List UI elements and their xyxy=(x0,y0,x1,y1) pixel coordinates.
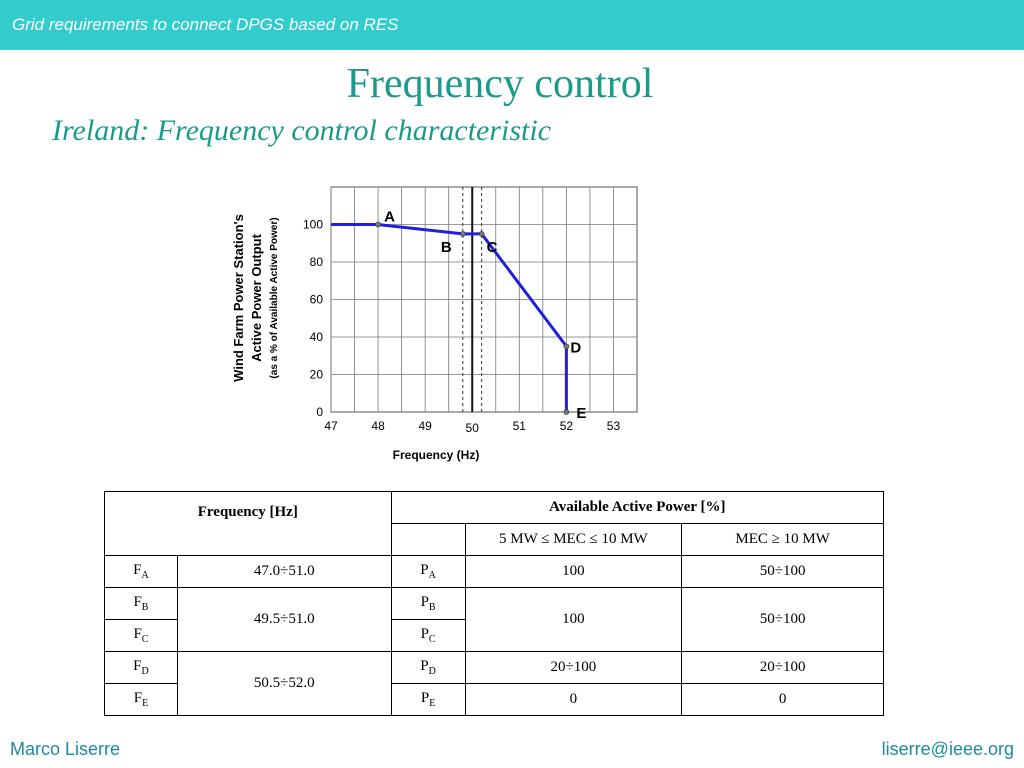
page-title: Frequency control xyxy=(346,61,654,107)
x-tick-label: 51 xyxy=(512,419,526,433)
point-label: D xyxy=(570,339,582,357)
point-marker xyxy=(376,222,381,227)
footer-email: liserre@ieee.org xyxy=(881,739,1014,759)
y-tick-label: 80 xyxy=(309,255,323,269)
table-row xyxy=(105,556,884,588)
empty-cell xyxy=(391,524,465,556)
point-label: C xyxy=(486,238,498,256)
power-value-cell: 20÷100 xyxy=(465,652,682,684)
y-tick-label: 20 xyxy=(309,367,323,382)
power-value-cell: 100 xyxy=(465,556,682,588)
subheader-mec-10: MEC ≥ 10 MW xyxy=(682,524,884,556)
freq-point-cell: $F_E$ xyxy=(105,684,178,716)
point-label: E xyxy=(576,405,587,422)
header-bar xyxy=(0,0,1024,50)
power-value-cell: 100 xyxy=(465,588,682,652)
y-axis-label xyxy=(231,214,280,382)
frequency-table xyxy=(104,491,884,716)
freq-range-cell: 49.5÷51.0 xyxy=(177,588,391,652)
y-tick-label: 60 xyxy=(309,292,323,307)
x-tick-label: 47 xyxy=(324,419,338,433)
power-value-cell: 0 xyxy=(682,684,884,716)
point-marker xyxy=(564,410,569,415)
page-subtitle: Ireland: Frequency control characteristic xyxy=(52,114,552,147)
y-axis-label-line3: (as a % of Available Active Power) xyxy=(269,217,280,379)
freq-range-cell: 47.0÷51.0 xyxy=(177,556,391,588)
freq-point-cell: $F_B$ xyxy=(105,588,178,620)
power-value-cell: 50÷100 xyxy=(682,556,884,588)
y-tick-label: 0 xyxy=(316,405,323,419)
power-header: Available Active Power [%] xyxy=(391,492,883,524)
freq-point-cell: $F_D$ xyxy=(105,652,178,684)
table-row xyxy=(105,588,884,620)
power-point-cell: $P_C$ xyxy=(391,620,465,652)
y-tick-label: 40 xyxy=(309,330,323,344)
y-axis-label-line1: Wind Farm Power Station's xyxy=(231,214,246,382)
footer-author: Marco Liserre xyxy=(10,739,121,759)
x-tick-label: 52 xyxy=(559,419,574,433)
x-tick-label: 49 xyxy=(418,419,432,433)
point-label: B xyxy=(440,238,452,256)
y-tick-label: 100 xyxy=(302,217,323,232)
table-row xyxy=(105,652,884,684)
table-header-row xyxy=(105,492,884,524)
point-marker xyxy=(564,344,569,349)
freq-range-cell: 50.5÷52.0 xyxy=(177,652,391,716)
power-point-cell: $P_E$ xyxy=(391,684,465,716)
point-marker xyxy=(479,231,484,236)
x-tick-label: 53 xyxy=(606,419,621,433)
point-label: A xyxy=(384,208,395,226)
power-value-cell: 50÷100 xyxy=(682,588,884,652)
x-tick-label: 50 xyxy=(465,421,479,435)
freq-point-cell: $F_C$ xyxy=(105,620,178,652)
chart-grid xyxy=(331,187,637,412)
frequency-chart xyxy=(220,180,660,470)
point-marker xyxy=(460,231,465,236)
header-text: Grid requirements to connect DPGS based on RES xyxy=(12,15,399,34)
power-point-cell: $P_D$ xyxy=(391,652,465,684)
power-value-cell: 0 xyxy=(465,684,682,716)
power-point-cell: $P_B$ xyxy=(391,588,465,620)
frequency-header: Frequency [Hz] xyxy=(105,492,392,556)
freq-point-cell: $F_A$ xyxy=(105,556,178,588)
x-tick-label: 48 xyxy=(371,419,385,433)
subheader-mec-5-10: 5 MW ≤ MEC ≤ 10 MW xyxy=(465,524,682,556)
x-axis-label: Frequency (Hz) xyxy=(392,448,480,462)
power-point-cell: $P_A$ xyxy=(391,556,465,588)
power-value-cell: 20÷100 xyxy=(682,652,884,684)
y-axis-label-line2: Active Power Output xyxy=(249,234,264,362)
